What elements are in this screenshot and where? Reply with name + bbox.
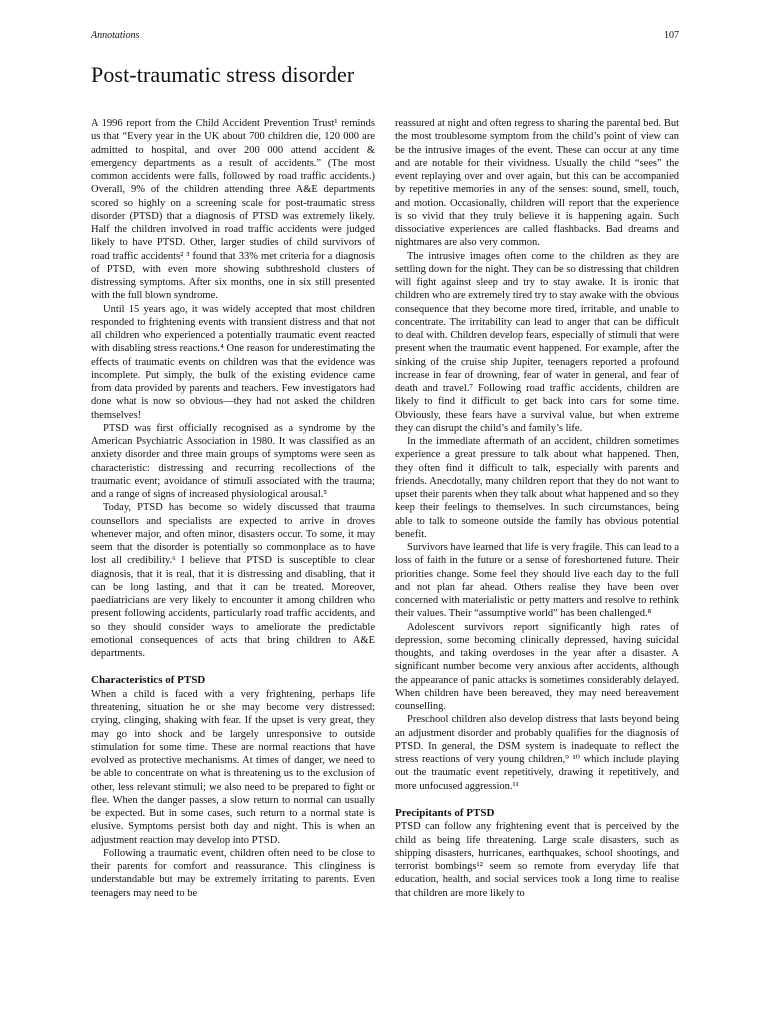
paragraph: PTSD was first officially recognised as a syndrome by the American Psychiatric Association in 1980. It was classified as an anxiety disorder and three main groups of symptoms were seen as characteristic: distressing and recurring recollections of the traumatic event; avoidance of stimuli associated with the trauma; and a range of signs of increased physiological arousal.⁵ — [91, 422, 375, 500]
paragraph: In the immediate aftermath of an accident, children sometimes experience a great pressure to talk about what happened. Then, they often find it difficult to talk, especially with parents and friends. Anecdotally, many children report that they do not want to upset their parents when they talk about what happened and so they keep their feelings to themselves. In such circumstances, being able to talk to someone outside the family has obvious potential benefit. — [395, 436, 679, 540]
running-head-section: Annotations — [91, 30, 140, 41]
paragraph: reassured at night and often regress to sharing the parental bed. But the most troublesome symptom from the child’s point of view can be the intrusive images of the event. These can occur at any time and are notable for their vividness. Usually the child “sees” the event replaying over and over again, but this can be accompanied by repetitive memories in any of the senses: sound, smell, touch, and motion. Occasionally, children will report that the experience is so vivid that they truly believe it is happening again. Such dissociative experiences are called flashbacks. Bad dreams and nightmares are also very common. — [395, 118, 679, 249]
running-head — [91, 30, 679, 41]
paragraph: Until 15 years ago, it was widely accepted that most children responded to frightening events with transient distress and that not all children who experienced a potentially traumatic event reacted with disabling stress reactions.⁴ One reason for underestimating the effects of traumatic events on children was that the evidence was incomplete. Put simply, the bulk of the existing evidence came from data provided by parents and teachers. Few investigators had done what is now so obvious—they had not asked the children themselves! — [91, 303, 375, 421]
page-number: 107 — [664, 30, 679, 41]
article-title: Post-traumatic stress disorder — [91, 62, 355, 87]
paragraph: The intrusive images often come to the children as they are settling down for the night. They can be so distressing that children will fight against sleep and try to stay awake. It is ironic that children who are extremely tired try to stay awake with the obvious consequence that they become more tired, irritable, and unable to concentrate. The irritability can lead to anger that can be difficult to deal with. Children develop fears, especially of stimuli that were present when the traumatic event happened. For example, after the sinking of the cruise ship Jupiter, teenagers reported a profound increase in fear of drowning, fear of water in general, and fear of death and travel.⁷ Following road traffic accidents, children are likely to find it difficult to get back into cars for some time. Obviously, these fears have a survival value, but when extreme they can disrupt the child’s and family’s life. — [395, 250, 679, 434]
paragraph: Today, PTSD has become so widely discussed that trauma counsellors and specialists are expected to arrive in droves whenever major, and often minor, disasters occur. To some, it may seem that the disorder is potentially so commonplace as to have lost all credibility.⁶ I believe that PTSD is susceptible to clear diagnosis, that it is real, that it is distressing and disabling, that it can be long lasting, and that it can be treated. Moreover, paediatricians are very likely to encounter it among children who present following accidents, particularly road traffic accidents, and so they should consider ways to ameliorate the predictable emotional consequences of acts that bring children to A&E departments. — [91, 502, 375, 659]
paragraph: Following a traumatic event, children often need to be close to their parents for comfort and reassurance. This clinginess is understandable but may be extremely irritating to parents. Even teenagers may need to be — [91, 847, 375, 899]
paragraph: A 1996 report from the Child Accident Prevention Trust¹ reminds us that “Every year in the UK about 700 children die, 120 000 are admitted to hospital, and over 200 000 attend accident & emergency departments as a result of accidents.” (The most common accidents were falls, followed by road traffic accidents.) Overall, 9% of the children attending three A&E departments scored so highly on a screening scale for post-traumatic stress disorder (PTSD) that a diagnosis of PTSD was extremely likely. Half the children involved in road traffic accidents were judged likely to have PTSD. Other, larger studies of child survivors of road traffic accidents² ³ found that 33% met criteria for a diagnosis of PTSD, with even more showing subthreshold clusters of distressing symptoms. After six months, one in six still presented with the full blown syndrome. — [91, 118, 375, 302]
section-heading: Precipitants of PTSD — [395, 806, 495, 819]
paragraph: PTSD can follow any frightening event that is perceived by the child as being life threatening. Large scale disasters, such as shipping disasters, hurricanes, earthquakes, school shootings, and terrorist bombings¹² seem so remote from everyday life that education, health, and social services took a long time to realise that children are more likely to — [395, 821, 679, 899]
paragraph: Survivors have learned that life is very fragile. This can lead to a loss of faith in the future or a sense of foreshortened future. Their priorities change. Some feel they should live each day to the full and not plan far ahead. Others realise they have been over concerned with materialistic or petty matters and resolve to rethink their values. Their “assumptive world” has been challenged.⁸ — [395, 542, 679, 620]
paragraph: Adolescent survivors report significantly high rates of depression, some becoming clinically depressed, having suicidal thoughts, and taking overdoses in the year after a disaster. A significant number become very anxious after accidents, although the appearance of panic attacks is sometimes considerably delayed. When children have been bereaved, they may need bereavement counselling. — [395, 621, 679, 712]
section-heading: Characteristics of PTSD — [91, 674, 206, 687]
left-column — [91, 117, 375, 900]
right-column — [395, 117, 679, 900]
paragraph: Preschool children also develop distress that lasts beyond being an adjustment disorder and probably qualifies for the diagnosis of PTSD. In general, the DSM system is inadequate to reflect the stress reactions of very young children,⁹ ¹⁰ which include playing out the traumatic event repetitively, drawing it repetitively, and more unfocused aggression.¹¹ — [395, 714, 679, 792]
paragraph: When a child is faced with a very frightening, perhaps life threatening, situation he or she may become very distressed: crying, clinging, shaking with fear. If the upset is very great, they may go into shock and be largely unresponsive to outside stimulation for some time. These are normal reactions that have evolved as protective mechanisms. At times of danger, we need to be able to concentrate on what is threatening us to the exclusion of other, less relevant stimuli; we also need to be prepared to fight or flee. When the danger passes, a slow return to normal can usually be expected. But in some cases, such return to a normal state is elusive. Symptoms persist both day and night. This is when an adjustment reaction may develop into PTSD. — [91, 688, 375, 846]
